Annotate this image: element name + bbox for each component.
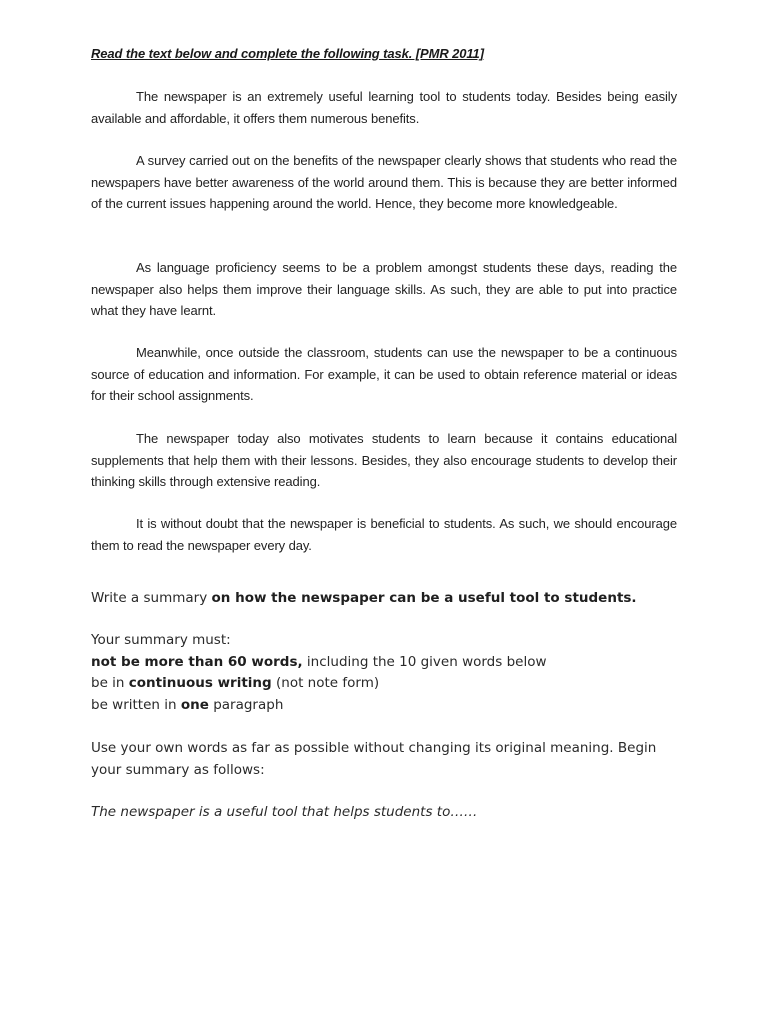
passage-paragraph-4: Meanwhile, once outside the classroom, students can use the newspaper to be a continuous source of education and information. For example, it can be used to obtain reference material or ideas for their school assignments. [91, 345, 677, 403]
summary-instruction-lead: Write a summary [91, 590, 212, 606]
summary-instruction-topic: on how the newspaper can be a useful tool to students. [211, 590, 637, 606]
passage-paragraph-5: The newspaper today also motivates students to learn because it contains educational supplements that help them with their lessons. Besides, they also encourage students to develop their thinking skills through extensive reading. [91, 431, 677, 489]
requirement-one-paragraph-post: paragraph [208, 696, 284, 713]
passage-paragraph-6: It is without doubt that the newspaper is beneficial to students. As such, we should encourage them to read the newspaper every day. [91, 516, 677, 553]
requirement-one-paragraph-pre: be written in [91, 696, 181, 713]
requirement-continuous [91, 673, 691, 695]
requirement-word-limit-rest: including the 10 given words below [302, 653, 547, 670]
requirement-word-limit [91, 652, 691, 674]
requirement-one-paragraph-bold: one [180, 696, 209, 713]
passage-paragraph-1: The newspaper is an extremely useful learning tool to students today. Besides being easily available and affordable, it offers them numerous benefits. [91, 89, 677, 126]
summary-instruction [91, 588, 691, 610]
requirements-intro: Your summary must: [91, 632, 231, 648]
requirement-continuous-post: (not note form) [271, 675, 380, 691]
own-words-instruction: Use your own words as far as possible without changing its original meaning. Begin your summary as follows: [91, 740, 657, 778]
requirement-word-limit-bold: not be more than 60 words, [91, 653, 303, 670]
passage-paragraph-2: A survey carried out on the benefits of the newspaper clearly shows that students who read the newspapers have better awareness of the world around them. This is because they are better informed of the current issues happening around the world. Hence, they become more knowledgeable. [91, 153, 677, 211]
summary-requirements [91, 630, 691, 716]
requirement-continuous-pre: be in [91, 675, 129, 691]
task-heading: Read the text below and complete the following task. [PMR 2011] [91, 46, 484, 61]
passage-paragraph-3: As language proficiency seems to be a problem amongst students these days, reading the newspaper also helps them improve their language skills. As such, they are able to put into practice what they have learnt. [91, 260, 677, 318]
requirement-continuous-bold: continuous writing [128, 675, 272, 691]
requirement-one-paragraph [91, 695, 691, 717]
summary-begin-line: The newspaper is a useful tool that helps students to…… [91, 804, 478, 820]
